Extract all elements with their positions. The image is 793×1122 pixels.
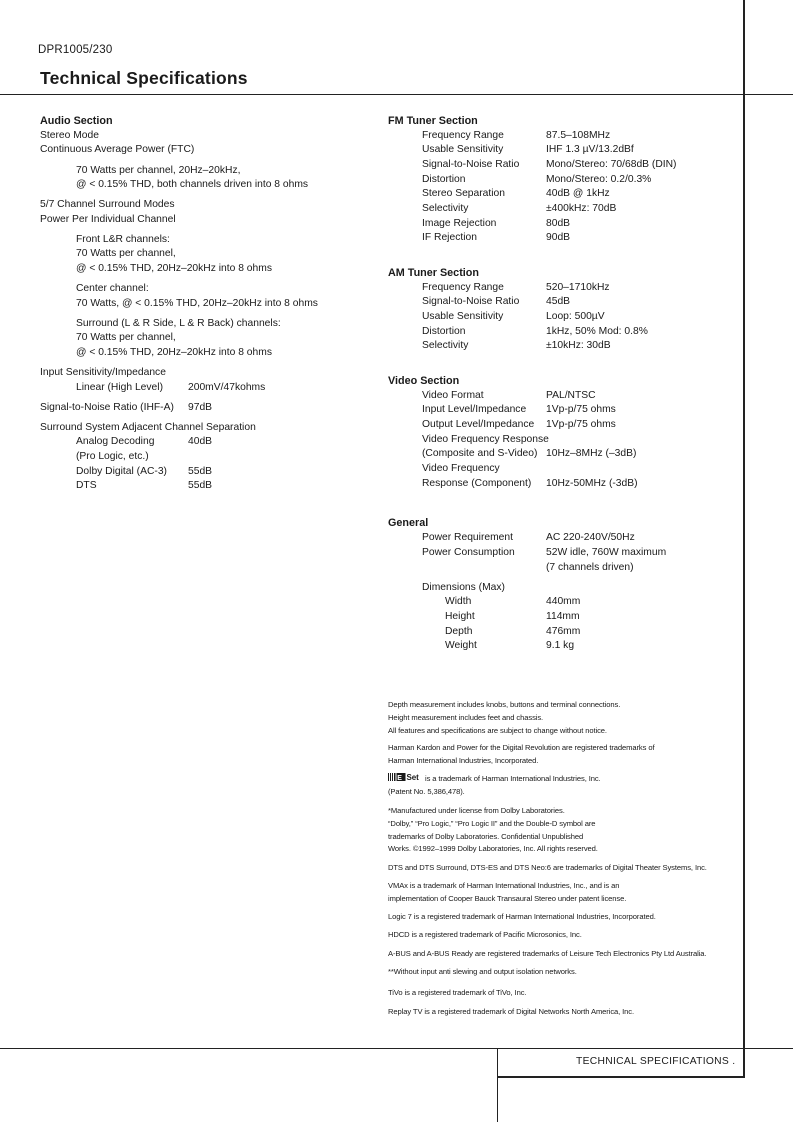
ezset-logo xyxy=(388,772,422,787)
dim-label: Weight xyxy=(445,640,477,651)
audio-heading: Audio Section xyxy=(40,115,113,127)
note-height: Height measurement includes feet and chassis. xyxy=(388,713,544,722)
linear-value: 200mV/47kohms xyxy=(188,382,266,393)
am-heading: AM Tuner Section xyxy=(388,267,479,279)
am-label: Distortion xyxy=(422,326,466,337)
footer-divider xyxy=(497,1048,498,1122)
dim-label: Depth xyxy=(445,626,473,637)
stereo-mode-label: Stereo Mode xyxy=(40,130,99,141)
front-channels-label: Front L&R channels: xyxy=(76,234,170,245)
dim-value: 9.1 kg xyxy=(546,640,575,651)
snr-label: Signal-to-Noise Ratio (IHF-A) xyxy=(40,402,174,413)
video-comp-value: 10Hz-50MHz (-3dB) xyxy=(546,478,638,489)
footer-bottom-rule xyxy=(497,1076,745,1078)
ezset-note-text: is a trademark of Harman International Industries, Inc. xyxy=(425,774,601,783)
am-value: ±10kHz: 30dB xyxy=(546,340,611,351)
video-comp-label1: Video Frequency xyxy=(422,463,500,474)
am-value: 1kHz, 50% Mod: 0.8% xyxy=(546,326,648,337)
model-number: DPR1005/230 xyxy=(38,44,113,56)
dts-label: DTS xyxy=(76,480,97,491)
input-sensitivity-label: Input Sensitivity/Impedance xyxy=(40,367,166,378)
separation-label: Surround System Adjacent Channel Separation xyxy=(40,422,256,433)
note-logic7: Logic 7 is a registered trademark of Harman International Industries, Incorporated. xyxy=(388,912,656,921)
note-abus: A-BUS and A-BUS Ready are registered trademarks of Leisure Tech Electronics Pty Ltd Australia. xyxy=(388,949,707,958)
surround-spec-line1: 70 Watts per channel, xyxy=(76,332,176,343)
dim-label: Height xyxy=(445,611,475,622)
power-cons-value: 52W idle, 760W maximum xyxy=(546,547,667,558)
video-output-value: 1Vp-p/75 ohms xyxy=(546,419,616,430)
am-label: Frequency Range xyxy=(422,282,504,293)
fm-value: 40dB @ 1kHz xyxy=(546,188,610,199)
dim-value: 440mm xyxy=(546,596,581,607)
fm-value: Mono/Stereo: 70/68dB (DIN) xyxy=(546,159,677,170)
dim-value: 476mm xyxy=(546,626,581,637)
note-dolby-confidential: trademarks of Dolby Laboratories. Confidential Unpublished xyxy=(388,832,584,841)
surround-channels-label: Surround (L & R Side, L & R Back) channels: xyxy=(76,318,281,329)
footer-rule xyxy=(0,1048,793,1049)
video-freq-label2: (Composite and S-Video) xyxy=(422,448,538,459)
fm-value: 87.5–108MHz xyxy=(546,130,611,141)
note-depth: Depth measurement includes knobs, buttons and terminal connections. xyxy=(388,700,621,709)
fm-value: 90dB xyxy=(546,232,571,243)
analog-decoding-value: 40dB xyxy=(188,436,213,447)
page-title: Technical Specifications xyxy=(40,68,248,88)
fm-label: IF Rejection xyxy=(422,232,477,243)
fm-label: Usable Sensitivity xyxy=(422,144,504,155)
front-spec-line1: 70 Watts per channel, xyxy=(76,248,176,259)
fm-label: Frequency Range xyxy=(422,130,504,141)
dim-label: Width xyxy=(445,596,472,607)
video-input-label: Input Level/Impedance xyxy=(422,404,527,415)
dim-value: 114mm xyxy=(546,611,580,622)
dts-value: 55dB xyxy=(188,480,213,491)
power-cons-label: Power Consumption xyxy=(422,547,515,558)
power-req-value: AC 220-240V/50Hz xyxy=(546,532,635,543)
stereo-spec-line1: 70 Watts per channel, 20Hz–20kHz, xyxy=(76,165,241,176)
power-per-channel-label: Power Per Individual Channel xyxy=(40,214,176,225)
svg-text:Set: Set xyxy=(406,773,419,782)
video-freq-value: 10Hz–8MHz (–3dB) xyxy=(546,448,637,459)
fm-value: Mono/Stereo: 0.2/0.3% xyxy=(546,174,652,185)
note-vmax-cont: implementation of Cooper Bauck Transaural Stereo under patent license. xyxy=(388,894,627,903)
am-value: 45dB xyxy=(546,296,571,307)
snr-value: 97dB xyxy=(188,402,213,413)
linear-label: Linear (High Level) xyxy=(76,382,163,393)
note-replaytv: Replay TV is a registered trademark of Digital Networks North America, Inc. xyxy=(388,1007,635,1016)
note-patent: (Patent No. 5,386,478). xyxy=(388,787,465,796)
note-anti-slewing: **Without input anti slewing and output isolation networks. xyxy=(388,967,577,976)
note-dolby-copyright: Works. ©1992–1999 Dolby Laboratories, Inc. All rights reserved. xyxy=(388,844,598,853)
right-margin-rule xyxy=(743,0,745,1077)
fm-heading: FM Tuner Section xyxy=(388,115,478,127)
video-output-label: Output Level/Impedance xyxy=(422,419,535,430)
am-label: Usable Sensitivity xyxy=(422,311,504,322)
video-format-value: PAL/NTSC xyxy=(546,390,596,401)
pro-logic-label: (Pro Logic, etc.) xyxy=(76,451,149,462)
note-vmax: VMAx is a trademark of Harman International Industries, Inc., and is an xyxy=(388,881,620,890)
video-comp-label2: Response (Component) xyxy=(422,478,532,489)
fm-value: 80dB xyxy=(546,218,571,229)
am-value: Loop: 500µV xyxy=(546,311,605,322)
power-req-label: Power Requirement xyxy=(422,532,513,543)
am-value: 520–1710kHz xyxy=(546,282,610,293)
general-heading: General xyxy=(388,517,429,529)
note-harman-trademark-cont: Harman International Industries, Incorporated. xyxy=(388,756,539,765)
fm-label: Stereo Separation xyxy=(422,188,506,199)
svg-text:E: E xyxy=(397,774,402,782)
footer-section-label: TECHNICAL SPECIFICATIONS . xyxy=(576,1056,736,1067)
dolby-digital-label: Dolby Digital (AC-3) xyxy=(76,466,167,477)
dimensions-label: Dimensions (Max) xyxy=(422,582,505,593)
stereo-spec-line2: @ < 0.15% THD, both channels driven into 8 ohms xyxy=(76,179,309,190)
fm-label: Selectivity xyxy=(422,203,469,214)
video-freq-label1: Video Frequency Response xyxy=(422,434,549,445)
power-cons-value2: (7 channels driven) xyxy=(546,562,634,573)
fm-label: Distortion xyxy=(422,174,466,185)
dolby-digital-value: 55dB xyxy=(188,466,213,477)
note-hdcd: HDCD is a registered trademark of Pacific Microsonics, Inc. xyxy=(388,930,582,939)
fm-value: ±400kHz: 70dB xyxy=(546,203,617,214)
note-tivo: TiVo is a registered trademark of TiVo, Inc. xyxy=(388,988,527,997)
note-ezset xyxy=(388,772,601,787)
video-heading: Video Section xyxy=(388,375,460,387)
surround-spec-line2: @ < 0.15% THD, 20Hz–20kHz into 8 ohms xyxy=(76,347,272,358)
note-harman-trademark: Harman Kardon and Power for the Digital Revolution are registered trademarks of xyxy=(388,743,655,752)
fm-value: IHF 1.3 µV/13.2dBf xyxy=(546,144,634,155)
am-label: Signal-to-Noise Ratio xyxy=(422,296,520,307)
center-channel-label: Center channel: xyxy=(76,283,149,294)
video-format-label: Video Format xyxy=(422,390,484,401)
surround-modes-label: 5/7 Channel Surround Modes xyxy=(40,199,175,210)
video-input-value: 1Vp-p/75 ohms xyxy=(546,404,616,415)
note-changes: All features and specifications are subject to change without notice. xyxy=(388,726,607,735)
front-spec-line2: @ < 0.15% THD, 20Hz–20kHz into 8 ohms xyxy=(76,263,272,274)
analog-decoding-label: Analog Decoding xyxy=(76,436,155,447)
fm-label: Image Rejection xyxy=(422,218,497,229)
note-dolby-license: *Manufactured under license from Dolby Laboratories. xyxy=(388,806,565,815)
fm-label: Signal-to-Noise Ratio xyxy=(422,159,520,170)
note-dolby-marks: “Dolby,” “Pro Logic,” “Pro Logic II” and the Double-D symbol are xyxy=(388,819,596,828)
am-label: Selectivity xyxy=(422,340,469,351)
continuous-power-label: Continuous Average Power (FTC) xyxy=(40,144,195,155)
note-dts: DTS and DTS Surround, DTS-ES and DTS Neo:6 are trademarks of Digital Theater Systems, Inc. xyxy=(388,863,707,872)
header-rule xyxy=(0,94,793,95)
center-spec-line: 70 Watts, @ < 0.15% THD, 20Hz–20kHz into 8 ohms xyxy=(76,298,318,309)
